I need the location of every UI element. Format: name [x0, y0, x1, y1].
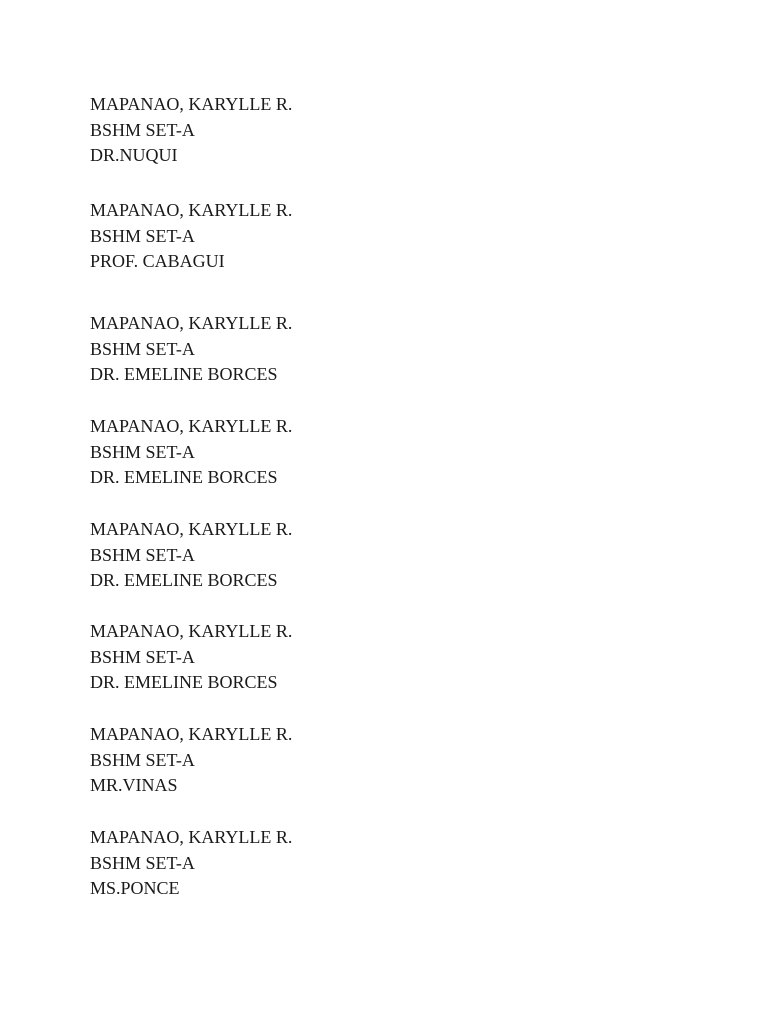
course-section: BSHM SET-A — [90, 338, 195, 359]
course-section: BSHM SET-A — [90, 441, 195, 462]
student-name: MAPANAO, KARYLLE R. — [90, 200, 293, 220]
instructor-name: DR.NUQUI — [90, 145, 178, 165]
course-section: BSHM SET-A — [90, 646, 195, 667]
instructor-name: MS.PONCE — [90, 878, 180, 898]
instructor-name: DR. EMELINE BORCES — [90, 467, 278, 487]
student-name: MAPANAO, KARYLLE R. — [90, 519, 293, 539]
course-section: BSHM SET-A — [90, 544, 195, 565]
student-name: MAPANAO, KARYLLE R. — [90, 621, 293, 641]
entry-block — [90, 92, 690, 169]
entry-block — [90, 198, 690, 275]
entry-block — [90, 825, 690, 902]
student-name: MAPANAO, KARYLLE R. — [90, 416, 293, 436]
course-section: BSHM SET-A — [90, 225, 195, 246]
entry-block — [90, 414, 690, 491]
instructor-name: DR. EMELINE BORCES — [90, 672, 278, 692]
entry-block — [90, 722, 690, 799]
student-name: MAPANAO, KARYLLE R. — [90, 724, 293, 744]
entry-block — [90, 311, 690, 388]
course-section: BSHM SET-A — [90, 749, 195, 770]
entry-block — [90, 619, 690, 696]
student-name: MAPANAO, KARYLLE R. — [90, 313, 293, 333]
instructor-name: DR. EMELINE BORCES — [90, 570, 278, 590]
course-section: BSHM SET-A — [90, 119, 195, 140]
entry-block — [90, 517, 690, 594]
student-name: MAPANAO, KARYLLE R. — [90, 827, 293, 847]
instructor-name: DR. EMELINE BORCES — [90, 364, 278, 384]
instructor-name: PROF. CABAGUI — [90, 251, 225, 271]
course-section: BSHM SET-A — [90, 852, 195, 873]
student-name: MAPANAO, KARYLLE R. — [90, 94, 293, 114]
instructor-name: MR.VINAS — [90, 775, 178, 795]
